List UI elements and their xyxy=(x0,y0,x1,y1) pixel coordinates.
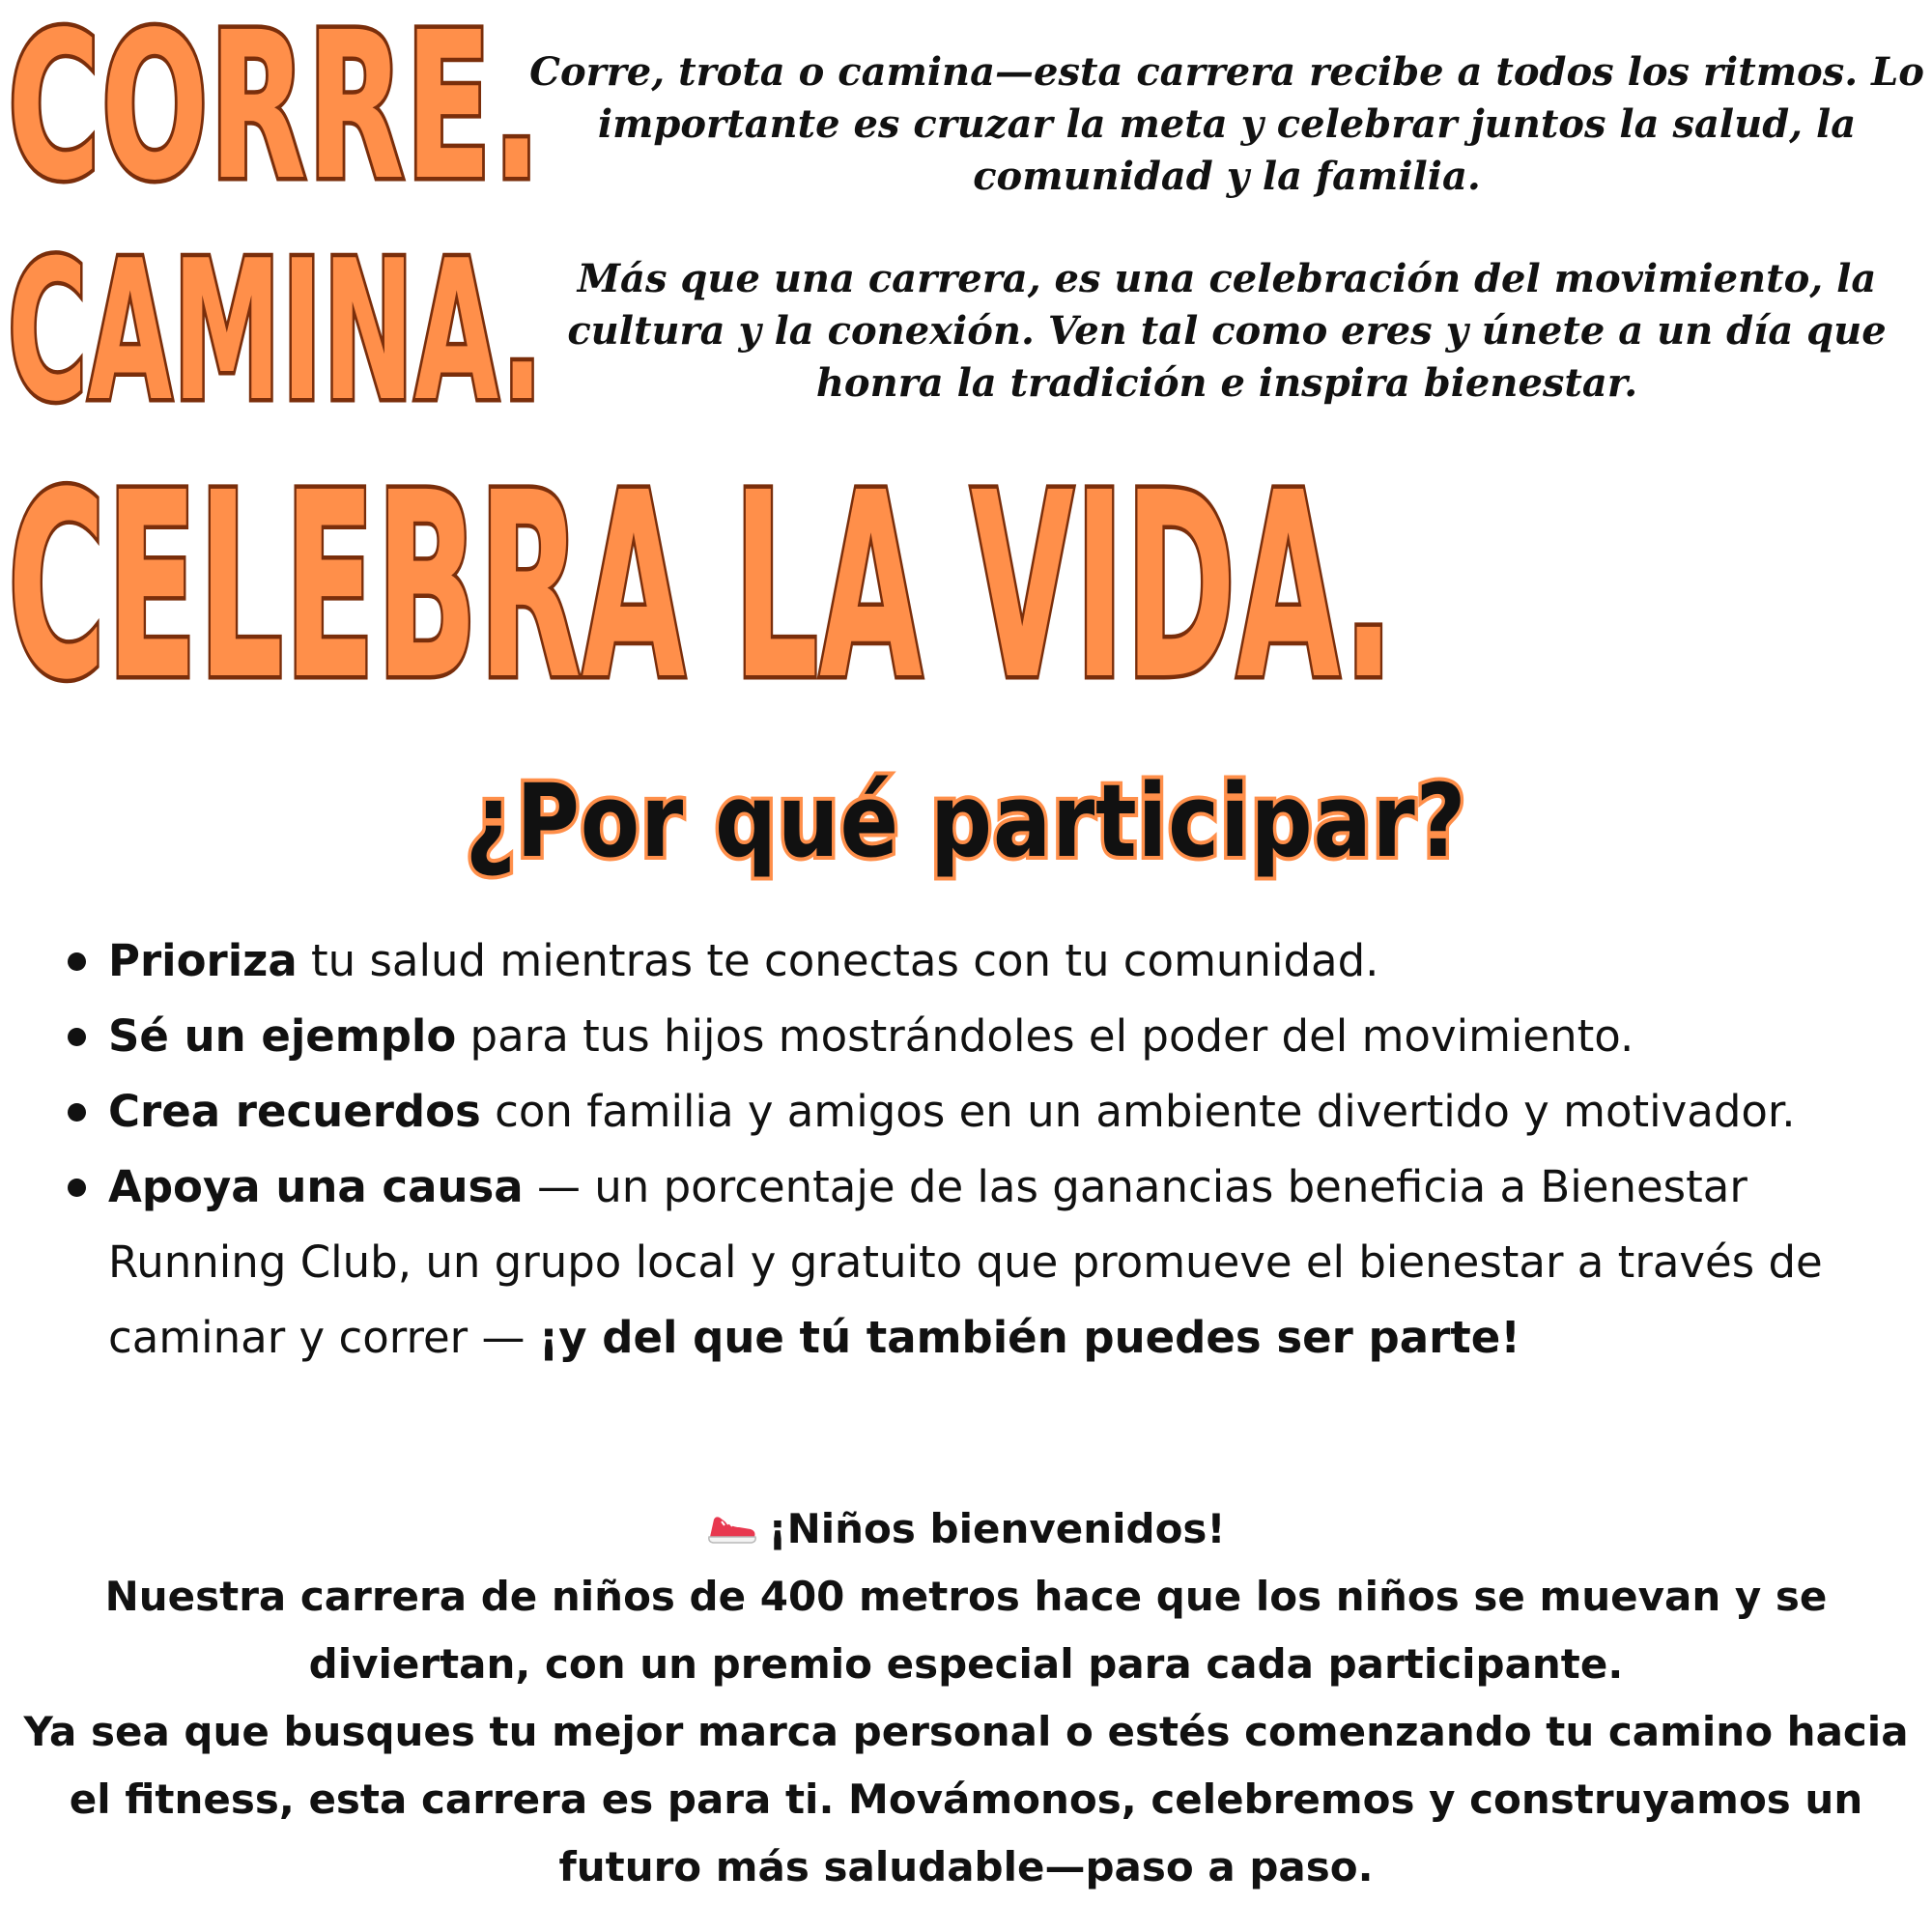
item-bold-lead: Prioriza xyxy=(108,935,298,986)
benefits-list xyxy=(108,923,1924,1376)
item-bold-lead: Sé un ejemplo xyxy=(108,1010,457,1062)
list-item xyxy=(108,923,1924,999)
bullet-icon xyxy=(68,1028,86,1046)
item-text: con familia y amigos en un ambiente divertido y motivador. xyxy=(480,1086,1796,1137)
item-bold-end: ¡y del que tú también puedes ser parte! xyxy=(538,1312,1520,1363)
bullet-icon xyxy=(68,952,86,971)
list-item xyxy=(108,999,1924,1074)
headline-corre: CORRE. xyxy=(8,0,542,225)
item-text: para tus hijos mostrándoles el poder del movimiento. xyxy=(456,1010,1634,1062)
intro-paragraph-1: Corre, trota o camina—esta carrera recibe a todos los ritmos. Lo importante es cruzar la meta y celebrar juntos la salud, la comunidad y la familia. xyxy=(529,49,1924,199)
item-bold-lead: Apoya una causa xyxy=(108,1161,524,1212)
item-text: — un porcentaje de las ganancias beneficia a Bienestar Running Club, un grupo local y gratuito que promueve el bienestar a través de caminar y correr — xyxy=(108,1161,1823,1363)
list-item xyxy=(108,1074,1924,1150)
bullet-icon xyxy=(68,1103,86,1122)
why-participate-heading: ¿Por qué participar? xyxy=(465,762,1467,880)
kids-body: Nuestra carrera de niños de 400 metros hace que los niños se muevan y se diviertan, con un premio especial para cada participante. xyxy=(104,1573,1828,1688)
headline-celebra-la-vida: CELEBRA LA VIDA. xyxy=(8,439,1395,736)
intro-paragraph-2: Más que una carrera, es una celebración del movimiento, la cultura y la conexión. Ven tal como eres y únete a un día que honra la tradición e inspira bienestar. xyxy=(567,256,1887,406)
kids-title: ¡Niños bienvenidos! xyxy=(768,1505,1226,1552)
running-shoe-icon xyxy=(706,1499,758,1538)
list-item xyxy=(108,1150,1924,1376)
item-text: tu salud mientras te conectas con tu comunidad. xyxy=(297,935,1379,986)
item-bold-lead: Crea recuerdos xyxy=(108,1086,481,1137)
headline-camina: CAMINA. xyxy=(8,219,544,444)
kids-title-line xyxy=(0,1495,1932,1563)
closing-statement: Ya sea que busques tu mejor marca personal o estés comenzando tu camino hacia el fitness, esta carrera es para ti. Movámonos, celebremos y construyamos un futuro más saludable—paso a paso. xyxy=(23,1708,1909,1890)
bullet-icon xyxy=(68,1179,86,1197)
